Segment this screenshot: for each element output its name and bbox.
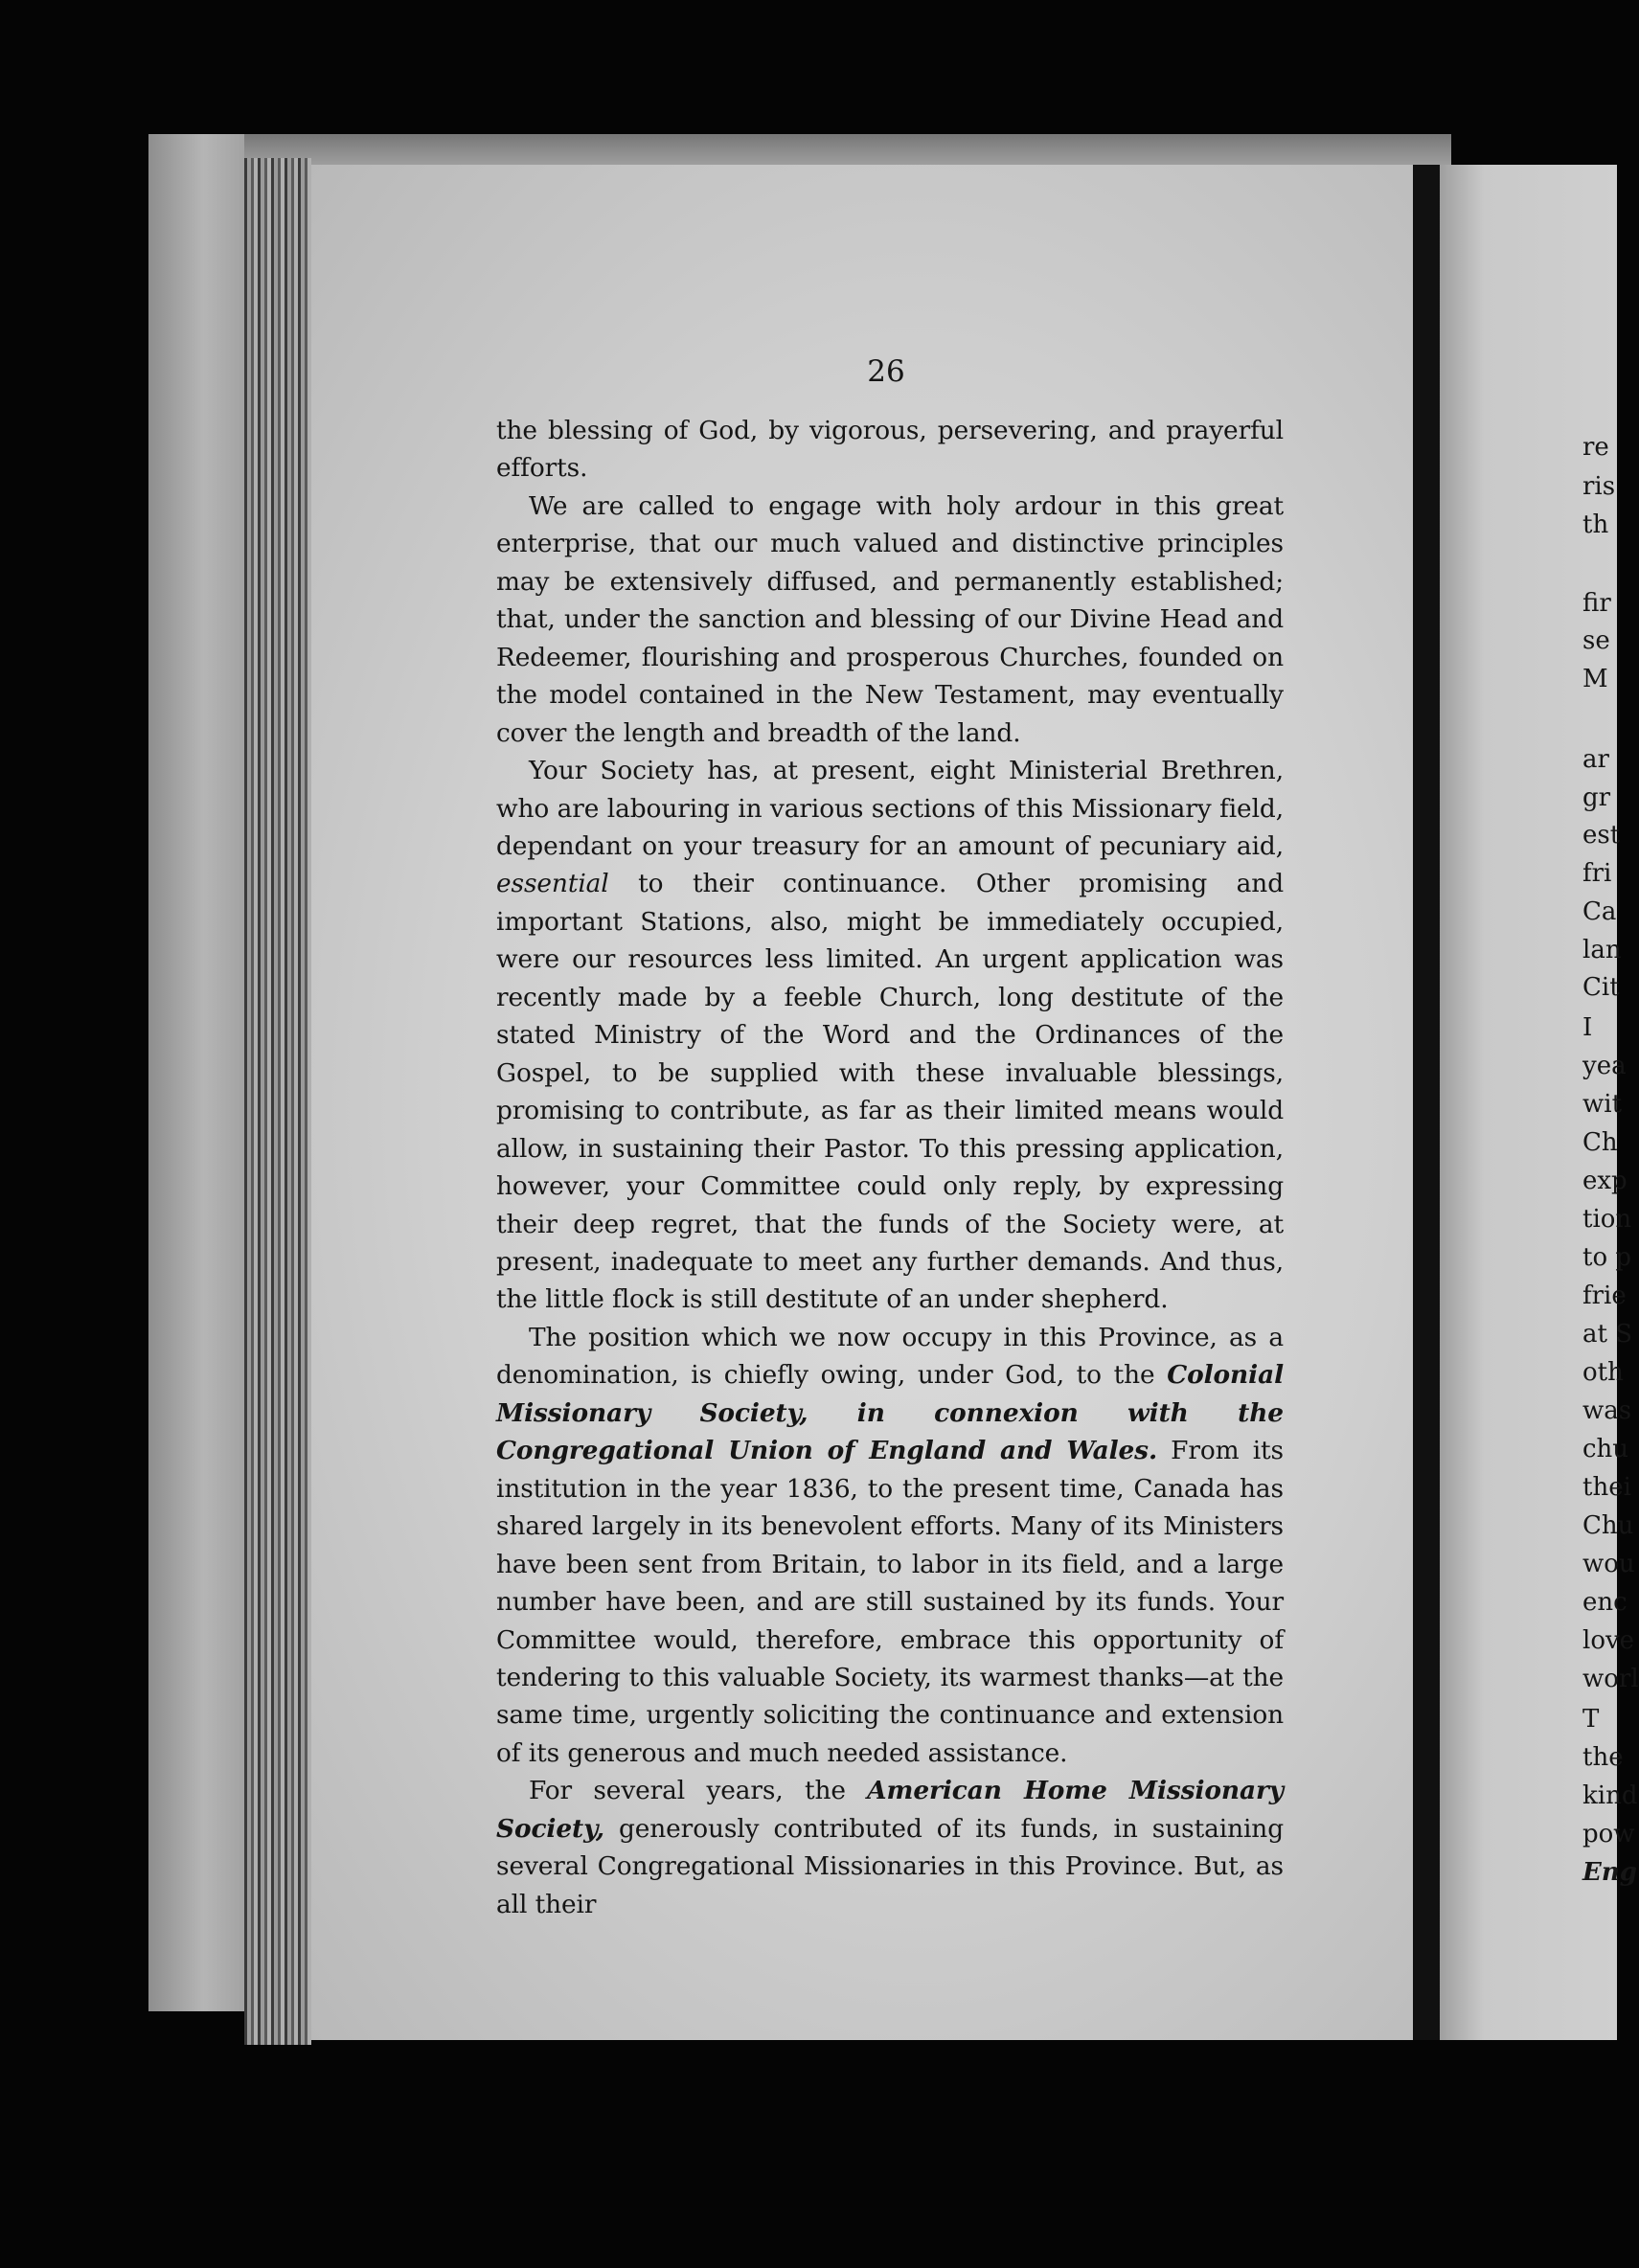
facing-page-fragment: was [1582, 1396, 1632, 1425]
paragraph-segment: Your Society has, at present, eight Ministerial Brethren, who are labouring in various sections of this Missionary field, dependant on your treasury for an amount of pecuniary aid, [496, 756, 1284, 861]
page-stack-edges [244, 158, 311, 2045]
facing-page-fragment: M [1582, 665, 1608, 693]
paragraph-segment: the blessing of God, by vigorous, persevering, and prayerful efforts. [496, 416, 1284, 484]
facing-page-fragment: the [1582, 1743, 1624, 1772]
paragraph-segment: From its institution in the year 1836, to the present time, Canada has shared largely in its benevolent efforts. Many of its Ministers have been sent from Britain, to labor in its field, and a large number have been, and are still sustained by its funds. Your Committee would, therefore, embrace this opportunity of tendering to this valuable Society, its warmest thanks—at the same time, urgently soliciting the continuance and extension of its generous and much needed assistance. [496, 1436, 1284, 1768]
facing-page-fragment: Eng [1582, 1858, 1637, 1887]
facing-page-fragment: worl [1582, 1665, 1639, 1693]
paragraph-segment: We are called to engage with holy ardour in this great enterprise, that our much valued and distinctive principles may be extensively diffused, and permanently established; that, under the sanction and blessing of our Divine Head and Redeemer, flourishing and prosperous Churches, founded on the model contained in the New Testament, may eventually cover the length and breadth of the land. [496, 490, 1284, 748]
facing-page-fragment: ris [1582, 472, 1616, 501]
paragraph-segment: generously contributed of its funds, in sustaining several Congregational Missionaries in this Province. But, as all their [496, 1813, 1284, 1919]
paragraph [496, 412, 1284, 488]
paragraph-segment: Colonial Missionary Society, in connexion with the Congregational Union of England and Wales. [496, 1360, 1284, 1466]
facing-page-fragment: at S [1582, 1320, 1633, 1349]
facing-page-fragment: oth [1582, 1358, 1624, 1387]
paragraph [496, 488, 1284, 752]
paragraph-segment: essential [496, 869, 609, 899]
facing-page-fragment: T [1582, 1705, 1600, 1734]
facing-page-fragment: pow [1582, 1820, 1635, 1848]
paragraph [496, 1319, 1284, 1772]
facing-page-fragment: ar [1582, 745, 1609, 774]
facing-page-fragment: Ch [1582, 1128, 1618, 1157]
facing-page-fragment: to p [1582, 1243, 1632, 1272]
facing-page-fragment: fir [1582, 589, 1611, 618]
facing-page-fragment: wou [1582, 1550, 1635, 1578]
facing-page-fragment: enc [1582, 1588, 1628, 1617]
paragraph-segment: American Home Missionary Society, [496, 1776, 1284, 1844]
facing-page-fragment: Cit [1582, 973, 1620, 1002]
facing-page-fragment: thei [1582, 1473, 1631, 1502]
page-number: 26 [867, 354, 905, 389]
facing-page-fragment: est [1582, 821, 1621, 850]
paragraph-segment: The position which we now occupy in this Province, as a denomination, is chiefly owing, under God, to the [496, 1322, 1284, 1391]
facing-page-fragment: kind [1582, 1781, 1638, 1810]
facing-page-fragment: yea [1582, 1052, 1627, 1080]
facing-page-fragment: chu [1582, 1435, 1629, 1463]
facing-page-fragment: love [1582, 1626, 1635, 1655]
paragraph [496, 752, 1284, 1319]
facing-page-fragment: gr [1582, 783, 1611, 812]
facing-page-fragment: Ca [1582, 897, 1617, 926]
facing-page-fragment: Chu [1582, 1511, 1634, 1540]
facing-page-fragment: I [1582, 1013, 1593, 1042]
page-body-text [496, 412, 1284, 1923]
facing-page-fragment: lan [1582, 936, 1622, 964]
facing-page-fragment: re [1582, 433, 1609, 462]
facing-page-fragment: exp [1582, 1167, 1628, 1195]
paragraph [496, 1772, 1284, 1923]
facing-page-fragment: wit [1582, 1090, 1623, 1119]
facing-page-fragment: tion [1582, 1205, 1632, 1234]
facing-page-fragment: fri [1582, 859, 1612, 888]
facing-page-fragment: th [1582, 510, 1609, 539]
book-gutter [1413, 165, 1440, 2040]
paragraph-segment: to their continuance. Other promising and important Stations, also, might be immediately occupied, were our resources less limited. An urgent application was recently made by a feeble Church, long destitute of the stated Ministry of the Word and the Ordinances of the Gospel, to be supplied with these invaluable blessings, promising to contribute, as far as their limited means would allow, in sustaining their Pastor. To this pressing application, however, your Committee could only reply, by expressing their deep regret, that the funds of the Society were, at present, inadequate to meet any further demands. And thus, the little flock is still destitute of an under shepherd. [496, 869, 1284, 1315]
facing-page-fragment: se [1582, 626, 1610, 655]
left-board [148, 134, 259, 2011]
paragraph-segment: For several years, the [529, 1776, 868, 1806]
facing-page-fragment: frie [1582, 1281, 1627, 1310]
